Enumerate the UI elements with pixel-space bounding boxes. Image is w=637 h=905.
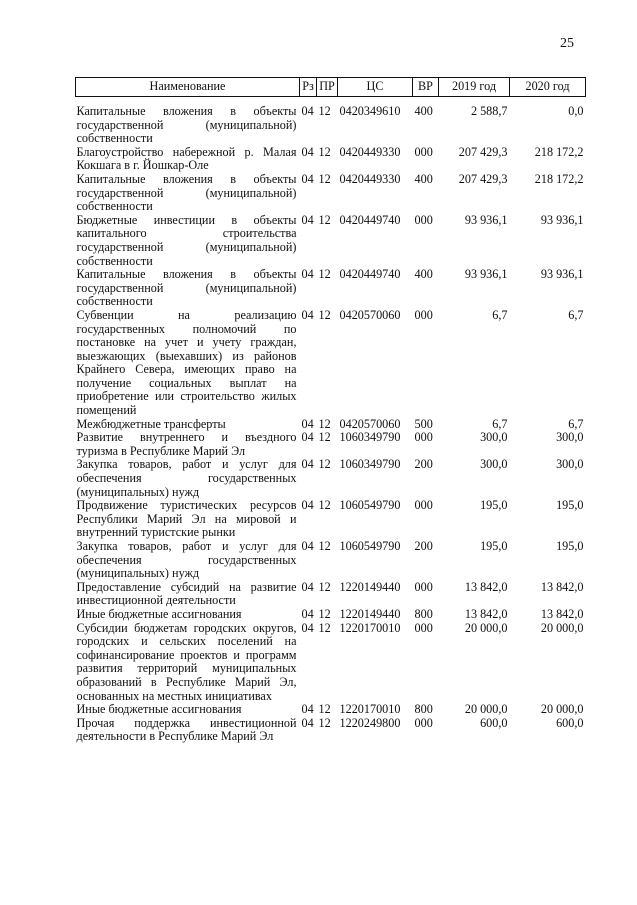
row-value-2019: 300,0 xyxy=(480,457,508,472)
table-row xyxy=(76,309,586,418)
budget-table xyxy=(75,77,586,744)
row-vr: 000 xyxy=(414,498,433,513)
row-pr: 12 xyxy=(318,457,331,472)
row-vr: 400 xyxy=(414,171,433,186)
table-row xyxy=(76,431,586,458)
page-number: 25 xyxy=(560,36,574,51)
row-pr: 12 xyxy=(318,267,331,282)
row-value-2020: 300,0 xyxy=(556,430,584,445)
row-cs: 1060549790 xyxy=(339,498,401,513)
row-cs: 1060349790 xyxy=(339,457,401,472)
row-pr: 12 xyxy=(318,416,331,431)
row-vr: 800 xyxy=(414,606,433,621)
row-pr: 12 xyxy=(318,715,331,730)
row-name: Благоустройство набережной р. Малая Кокшага в г. Йошкар-Оле xyxy=(76,144,297,173)
header-2019: 2019 год xyxy=(439,78,510,97)
row-value-2020: 195,0 xyxy=(556,498,584,513)
table-row xyxy=(76,146,586,173)
row-cs: 1220170010 xyxy=(339,620,401,635)
header-pr: ПР xyxy=(317,78,338,97)
header-rz: Рз xyxy=(300,78,317,97)
row-vr: 200 xyxy=(414,539,433,553)
table-body xyxy=(76,105,586,744)
row-pr: 12 xyxy=(318,579,331,594)
row-rz: 04 xyxy=(301,620,314,635)
table-row xyxy=(76,540,586,581)
row-rz: 04 xyxy=(301,307,314,322)
table-row xyxy=(76,105,586,146)
row-vr: 000 xyxy=(414,620,433,635)
row-value-2020: 20 000,0 xyxy=(540,620,584,635)
row-value-2019: 600,0 xyxy=(480,715,508,730)
row-cs: 1220249800 xyxy=(339,715,401,730)
row-value-2020: 93 936,1 xyxy=(540,267,584,282)
row-pr: 12 xyxy=(318,620,331,635)
row-vr: 200 xyxy=(414,457,433,472)
row-value-2020: 6,7 xyxy=(568,307,584,322)
row-pr: 12 xyxy=(318,702,331,717)
table-row xyxy=(76,581,586,608)
row-vr: 000 xyxy=(414,579,433,594)
table-row xyxy=(76,458,586,499)
row-vr: 000 xyxy=(414,430,433,445)
row-value-2020: 0,0 xyxy=(568,104,584,118)
table-row xyxy=(76,418,586,432)
row-vr: 800 xyxy=(414,702,433,717)
row-cs: 0420449330 xyxy=(339,171,401,186)
row-name: Иные бюджетные ассигнования xyxy=(76,702,242,717)
row-name: Субсидии бюджетам городских округов, городских и сельских поселений на софинансирование проектов и программ развития территорий муниципальных образований в Республике Марий Эл, основанных на местных инициативах xyxy=(76,620,297,703)
row-name: Закупка товаров, работ и услуг для обеспечения государственных (муниципальных) нужд xyxy=(76,457,297,499)
table-header xyxy=(76,78,586,106)
row-vr: 000 xyxy=(414,144,433,159)
row-cs: 0420570060 xyxy=(339,307,401,322)
table-row xyxy=(76,173,586,214)
table-row xyxy=(76,268,586,309)
row-rz: 04 xyxy=(301,579,314,594)
row-value-2020: 218 172,2 xyxy=(534,171,584,186)
row-rz: 04 xyxy=(301,539,314,553)
header-vr: ВР xyxy=(413,78,439,97)
row-value-2019: 6,7 xyxy=(492,416,508,431)
row-pr: 12 xyxy=(318,430,331,445)
row-name: Продвижение туристических ресурсов Республики Марий Эл на мировой и внутренний туристские рынки xyxy=(76,498,297,540)
row-value-2020: 13 842,0 xyxy=(540,579,584,594)
row-cs: 0420449330 xyxy=(339,144,401,159)
row-name: Субвенции на реализацию государственных полномочий по постановке на учет и учету граждан, выезжающих (выехавших) из районов Крайнего Севера, имеющих право на получение социальных выплат на приобретение или строительство жилых помещений xyxy=(76,307,297,418)
row-pr: 12 xyxy=(318,606,331,621)
row-name: Капитальные вложения в объекты государственной (муниципальной) собственности xyxy=(76,171,297,214)
row-rz: 04 xyxy=(301,104,314,118)
table-row xyxy=(76,214,586,268)
table-row xyxy=(76,703,586,717)
row-value-2019: 2 588,7 xyxy=(470,104,508,118)
row-pr: 12 xyxy=(318,307,331,322)
row-value-2019: 13 842,0 xyxy=(464,579,508,594)
row-value-2019: 300,0 xyxy=(480,430,508,445)
row-pr: 12 xyxy=(318,212,331,227)
row-name: Развитие внутреннего и въездного туризма в Республике Марий Эл xyxy=(76,430,297,458)
row-value-2019: 93 936,1 xyxy=(464,212,508,227)
row-value-2020: 6,7 xyxy=(568,416,584,431)
row-value-2020: 195,0 xyxy=(556,539,584,553)
row-cs: 0420449740 xyxy=(339,267,401,282)
table-row xyxy=(76,622,586,704)
row-name: Межбюджетные трансферты xyxy=(76,416,226,431)
row-value-2020: 600,0 xyxy=(556,715,584,730)
row-rz: 04 xyxy=(301,606,314,621)
row-rz: 04 xyxy=(301,416,314,431)
row-rz: 04 xyxy=(301,267,314,282)
header-cs: ЦС xyxy=(338,78,413,97)
row-vr: 000 xyxy=(414,715,433,730)
row-vr: 000 xyxy=(414,307,433,322)
row-cs: 1060349790 xyxy=(339,430,401,445)
row-pr: 12 xyxy=(318,498,331,513)
row-rz: 04 xyxy=(301,498,314,513)
row-rz: 04 xyxy=(301,457,314,472)
row-name: Капитальные вложения в объекты государственной (муниципальной) собственности xyxy=(76,104,297,146)
row-value-2019: 93 936,1 xyxy=(464,267,508,282)
row-cs: 1220149440 xyxy=(339,579,401,594)
row-rz: 04 xyxy=(301,171,314,186)
row-cs: 1220170010 xyxy=(339,702,401,717)
row-vr: 000 xyxy=(414,212,433,227)
row-value-2019: 195,0 xyxy=(480,539,508,553)
row-name: Иные бюджетные ассигнования xyxy=(76,606,242,621)
row-pr: 12 xyxy=(318,104,331,118)
row-pr: 12 xyxy=(318,171,331,186)
row-cs: 1060549790 xyxy=(339,539,401,553)
row-name: Бюджетные инвестиции в объекты капитального строительства государственной (муниципальной) собственности xyxy=(76,212,297,268)
row-rz: 04 xyxy=(301,212,314,227)
row-name: Капитальные вложения в объекты государственной (муниципальной) собственности xyxy=(76,267,297,309)
row-value-2020: 218 172,2 xyxy=(534,144,584,159)
row-name: Прочая поддержка инвестиционной деятельности в Республике Марий Эл xyxy=(76,715,297,744)
row-name: Предоставление субсидий на развитие инвестиционной деятельности xyxy=(76,579,297,608)
row-value-2019: 13 842,0 xyxy=(464,606,508,621)
row-value-2020: 93 936,1 xyxy=(540,212,584,227)
row-rz: 04 xyxy=(301,702,314,717)
row-value-2019: 6,7 xyxy=(492,307,508,322)
row-value-2019: 195,0 xyxy=(480,498,508,513)
row-pr: 12 xyxy=(318,144,331,159)
row-vr: 400 xyxy=(414,104,433,118)
row-value-2020: 13 842,0 xyxy=(540,606,584,621)
row-value-2019: 207 429,3 xyxy=(458,144,508,159)
row-value-2020: 300,0 xyxy=(556,457,584,472)
row-rz: 04 xyxy=(301,430,314,445)
table-row xyxy=(76,499,586,540)
row-value-2020: 20 000,0 xyxy=(540,702,584,717)
row-vr: 400 xyxy=(414,267,433,282)
table-row xyxy=(76,717,586,744)
row-rz: 04 xyxy=(301,715,314,730)
row-rz: 04 xyxy=(301,144,314,159)
table-row xyxy=(76,608,586,622)
row-vr: 500 xyxy=(414,416,433,431)
row-cs: 0420449740 xyxy=(339,212,401,227)
row-value-2019: 207 429,3 xyxy=(458,171,508,186)
row-cs: 0420349610 xyxy=(339,104,401,118)
row-value-2019: 20 000,0 xyxy=(464,620,508,635)
row-cs: 0420570060 xyxy=(339,416,401,431)
header-name: Наименование xyxy=(76,78,300,97)
row-cs: 1220149440 xyxy=(339,606,401,621)
header-2020: 2020 год xyxy=(510,78,586,97)
row-value-2019: 20 000,0 xyxy=(464,702,508,717)
row-pr: 12 xyxy=(318,539,331,553)
row-name: Закупка товаров, работ и услуг для обеспечения государственных (муниципальных) нужд xyxy=(76,539,297,581)
